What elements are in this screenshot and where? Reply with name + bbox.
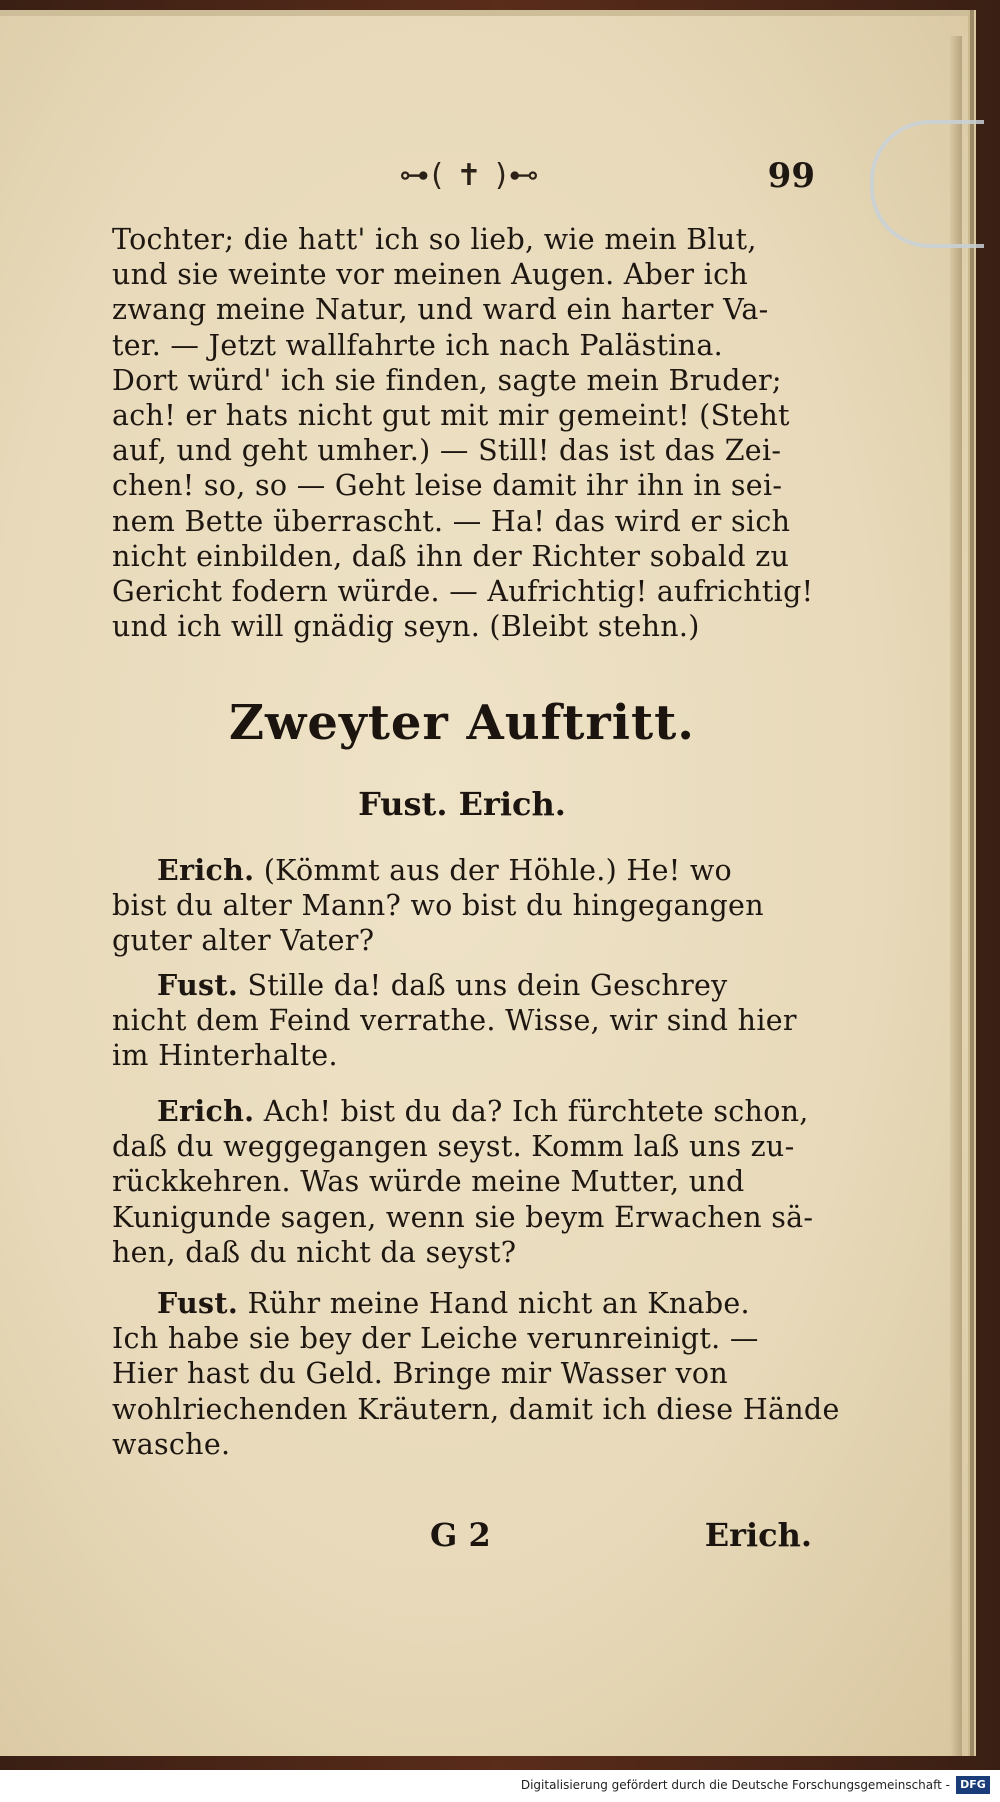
text-line: Gericht fodern würde. — Aufrichtig! aufrichtig! <box>112 575 814 609</box>
text-line: ach! er hats nicht gut mit mir gemeint! (Steht <box>112 399 790 433</box>
text-line: und sie weinte vor meinen Augen. Aber ich <box>112 258 749 292</box>
speech-first-line <box>112 1286 812 1321</box>
text-line: Hier hast du Geld. Bringe mir Wasser von <box>112 1357 729 1391</box>
speech-1 <box>112 853 812 959</box>
text-line: hen, daß du nicht da seyst? <box>112 1235 517 1269</box>
speech-3 <box>112 1094 812 1270</box>
text-line: im Hinterhalte. <box>112 1039 338 1073</box>
text-line: nicht einbilden, daß ihn der Richter sobald zu <box>112 539 790 573</box>
speech-text: Stille da! daß uns dein Geschrey <box>247 969 728 1002</box>
scene-title: Zweyter Auftritt. <box>228 695 696 751</box>
page-edge <box>950 36 962 1756</box>
text-line: Tochter; die hatt' ich so lieb, wie mein Blut, <box>112 223 757 256</box>
credit-text: Digitalisierung gefördert durch die Deutsche Forschungsgemeinschaft - <box>520 1778 950 1792</box>
paragraph-1 <box>112 222 812 644</box>
credit-bar <box>0 1770 1000 1802</box>
text-line: guter alter Vater? <box>112 924 375 958</box>
speaker-name: Fust. <box>157 968 239 1002</box>
text-line: bist du alter Mann? wo bist du hingegangen <box>112 889 764 923</box>
text-line: Kunigunde sagen, wenn sie beym Erwachen sä- <box>112 1200 814 1234</box>
catchword: Erich. <box>704 1516 812 1554</box>
text-line: auf, und geht umher.) — Still! das ist das Zei- <box>112 434 782 468</box>
speaker-name: Erich. <box>157 1094 255 1128</box>
text-line: rückkehren. Was würde meine Mutter, und <box>112 1165 745 1199</box>
speech-4 <box>112 1286 840 1462</box>
text-line: daß du weggegangen seyst. Komm laß uns zu- <box>112 1130 795 1164</box>
speech-text: (Kömmt aus der Höhle.) He! wo <box>263 854 732 887</box>
speech-text: Ach! bist du da? Ich fürchtete schon, <box>263 1095 809 1128</box>
speech-text: Rühr meine Hand nicht an Knabe. <box>247 1287 750 1320</box>
text-line: nem Bette überrascht. — Ha! das wird er sich <box>112 504 791 538</box>
signature-mark: G 2 <box>430 1516 491 1554</box>
text-line: Ich habe sie bey der Leiche verunreinigt. — <box>112 1322 759 1356</box>
speaker-name: Erich. <box>157 853 255 887</box>
text-line: nicht dem Feind verrathe. Wisse, wir sind hier <box>112 1004 797 1038</box>
scene-persons: Fust. Erich. <box>358 785 566 823</box>
text-line: wasche. <box>112 1427 231 1461</box>
text-line: chen! so, so — Geht leise damit ihr ihn in sei- <box>112 469 783 503</box>
page-number: 99 <box>767 156 815 196</box>
text-line: wohlriechenden Kräutern, damit ich diese Hände <box>112 1392 840 1426</box>
text-line: ter. — Jetzt wallfahrte ich nach Palästina. <box>112 328 723 362</box>
speech-2 <box>112 968 812 1074</box>
text-line: Dort würd' ich sie finden, sagte mein Bruder; <box>112 363 782 397</box>
page-header <box>110 150 815 210</box>
text-line: und ich will gnädig seyn. (Bleibt stehn.) <box>112 610 700 644</box>
paper-clip <box>870 120 984 248</box>
speech-first-line <box>112 1094 812 1129</box>
page-footer <box>112 1516 812 1566</box>
header-ornament: ⊶( ✝ )⊷ <box>399 158 541 193</box>
speech-first-line <box>112 853 812 888</box>
dfg-logo: DFG <box>956 1776 990 1794</box>
text-line: zwang meine Natur, und ward ein harter Va- <box>112 293 769 327</box>
speech-first-line <box>112 968 812 1003</box>
speaker-name: Fust. <box>157 1286 239 1320</box>
